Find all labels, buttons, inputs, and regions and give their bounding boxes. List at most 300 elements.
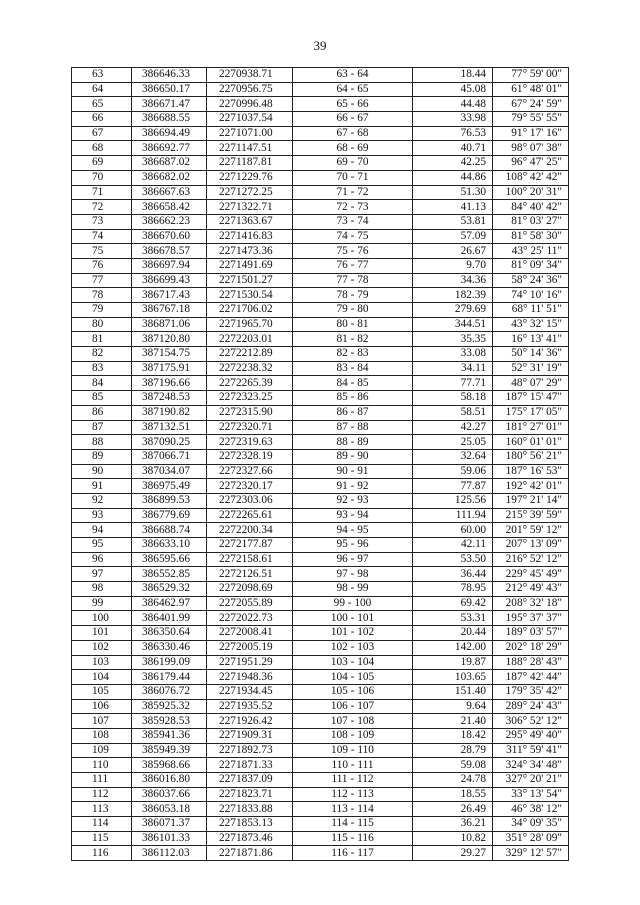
x-coordinate-cell: 387175.91	[132, 361, 207, 376]
length-cell: 60.00	[413, 523, 493, 538]
segment-cell: 109 - 110	[293, 743, 413, 758]
table-row	[72, 538, 569, 553]
length-cell: 18.42	[413, 728, 493, 743]
table-row	[72, 626, 569, 641]
length-cell: 10.82	[413, 831, 493, 846]
x-coordinate-cell: 386717.43	[132, 288, 207, 303]
table-row	[72, 68, 569, 83]
point-number-cell: 84	[72, 376, 132, 391]
x-coordinate-cell: 387090.25	[132, 435, 207, 450]
bearing-cell: 96° 47' 25"	[493, 156, 569, 171]
y-coordinate-cell: 2271071.00	[207, 126, 293, 141]
length-cell: 344.51	[413, 317, 493, 332]
length-cell: 20.44	[413, 626, 493, 641]
length-cell: 58.51	[413, 405, 493, 420]
x-coordinate-cell: 385968.66	[132, 758, 207, 773]
segment-cell: 79 - 80	[293, 303, 413, 318]
table-row	[72, 126, 569, 141]
length-cell: 9.64	[413, 699, 493, 714]
y-coordinate-cell: 2272022.73	[207, 611, 293, 626]
table-row	[72, 200, 569, 215]
table-row	[72, 288, 569, 303]
table-row	[72, 802, 569, 817]
segment-cell: 106 - 107	[293, 699, 413, 714]
segment-cell: 75 - 76	[293, 244, 413, 259]
bearing-cell: 188° 28' 43"	[493, 655, 569, 670]
point-number-cell: 85	[72, 391, 132, 406]
length-cell: 53.31	[413, 611, 493, 626]
y-coordinate-cell: 2271926.42	[207, 714, 293, 729]
table-row	[72, 273, 569, 288]
x-coordinate-cell: 386053.18	[132, 802, 207, 817]
x-coordinate-cell: 386529.32	[132, 582, 207, 597]
length-cell: 76.53	[413, 126, 493, 141]
y-coordinate-cell: 2271491.69	[207, 258, 293, 273]
segment-cell: 68 - 69	[293, 141, 413, 156]
segment-cell: 86 - 87	[293, 405, 413, 420]
y-coordinate-cell: 2271322.71	[207, 200, 293, 215]
x-coordinate-cell: 386462.97	[132, 596, 207, 611]
bearing-cell: 98° 07' 38"	[493, 141, 569, 156]
table-row	[72, 376, 569, 391]
table-row	[72, 361, 569, 376]
x-coordinate-cell: 387034.07	[132, 464, 207, 479]
segment-cell: 99 - 100	[293, 596, 413, 611]
table-row	[72, 405, 569, 420]
x-coordinate-cell: 386871.06	[132, 317, 207, 332]
table-row	[72, 611, 569, 626]
y-coordinate-cell: 2271833.88	[207, 802, 293, 817]
table-row	[72, 773, 569, 788]
table-row	[72, 567, 569, 582]
y-coordinate-cell: 2272126.51	[207, 567, 293, 582]
x-coordinate-cell: 387190.82	[132, 405, 207, 420]
bearing-cell: 212° 49' 43"	[493, 582, 569, 597]
table-row	[72, 640, 569, 655]
x-coordinate-cell: 387154.75	[132, 347, 207, 362]
x-coordinate-cell: 386330.46	[132, 640, 207, 655]
x-coordinate-cell: 386899.53	[132, 493, 207, 508]
page-number: 39	[313, 38, 327, 53]
length-cell: 40.71	[413, 141, 493, 156]
x-coordinate-cell: 387248.53	[132, 391, 207, 406]
point-number-cell: 112	[72, 787, 132, 802]
bearing-cell: 181° 27' 01"	[493, 420, 569, 435]
length-cell: 142.00	[413, 640, 493, 655]
y-coordinate-cell: 2272327.66	[207, 464, 293, 479]
length-cell: 34.36	[413, 273, 493, 288]
y-coordinate-cell: 2271501.27	[207, 273, 293, 288]
y-coordinate-cell: 2271892.73	[207, 743, 293, 758]
bearing-cell: 197° 21' 14"	[493, 493, 569, 508]
segment-cell: 111 - 112	[293, 773, 413, 788]
point-number-cell: 109	[72, 743, 132, 758]
bearing-cell: 289° 24' 43"	[493, 699, 569, 714]
y-coordinate-cell: 2271706.02	[207, 303, 293, 318]
bearing-cell: 324° 34' 48"	[493, 758, 569, 773]
table-row	[72, 787, 569, 802]
point-number-cell: 76	[72, 258, 132, 273]
point-number-cell: 74	[72, 229, 132, 244]
length-cell: 44.86	[413, 170, 493, 185]
y-coordinate-cell: 2272005.19	[207, 640, 293, 655]
y-coordinate-cell: 2272158.61	[207, 552, 293, 567]
point-number-cell: 89	[72, 449, 132, 464]
y-coordinate-cell: 2271823.71	[207, 787, 293, 802]
x-coordinate-cell: 386662.23	[132, 214, 207, 229]
bearing-cell: 68° 11' 51"	[493, 303, 569, 318]
point-number-cell: 102	[72, 640, 132, 655]
length-cell: 111.94	[413, 508, 493, 523]
y-coordinate-cell: 2272238.32	[207, 361, 293, 376]
y-coordinate-cell: 2271951.29	[207, 655, 293, 670]
point-number-cell: 81	[72, 332, 132, 347]
y-coordinate-cell: 2271272.25	[207, 185, 293, 200]
table-row	[72, 214, 569, 229]
table-row	[72, 464, 569, 479]
table-row	[72, 97, 569, 112]
segment-cell: 110 - 111	[293, 758, 413, 773]
segment-cell: 91 - 92	[293, 479, 413, 494]
bearing-cell: 61° 48' 01"	[493, 82, 569, 97]
segment-cell: 97 - 98	[293, 567, 413, 582]
bearing-cell: 108° 42' 42"	[493, 170, 569, 185]
x-coordinate-cell: 386694.49	[132, 126, 207, 141]
segment-cell: 100 - 101	[293, 611, 413, 626]
table-row	[72, 332, 569, 347]
point-number-cell: 67	[72, 126, 132, 141]
y-coordinate-cell: 2272323.25	[207, 391, 293, 406]
coordinates-table	[71, 67, 569, 861]
table-row	[72, 582, 569, 597]
segment-cell: 70 - 71	[293, 170, 413, 185]
y-coordinate-cell: 2272315.90	[207, 405, 293, 420]
segment-cell: 115 - 116	[293, 831, 413, 846]
point-number-cell: 94	[72, 523, 132, 538]
point-number-cell: 99	[72, 596, 132, 611]
length-cell: 33.08	[413, 347, 493, 362]
table-row	[72, 347, 569, 362]
length-cell: 41.13	[413, 200, 493, 215]
x-coordinate-cell: 386037.66	[132, 787, 207, 802]
length-cell: 42.27	[413, 420, 493, 435]
segment-cell: 94 - 95	[293, 523, 413, 538]
x-coordinate-cell: 386650.17	[132, 82, 207, 97]
segment-cell: 108 - 109	[293, 728, 413, 743]
point-number-cell: 64	[72, 82, 132, 97]
table-row	[72, 552, 569, 567]
segment-cell: 113 - 114	[293, 802, 413, 817]
bearing-cell: 351° 28' 09"	[493, 831, 569, 846]
bearing-cell: 34° 09' 35"	[493, 817, 569, 832]
y-coordinate-cell: 2270938.71	[207, 68, 293, 83]
y-coordinate-cell: 2271530.54	[207, 288, 293, 303]
segment-cell: 80 - 81	[293, 317, 413, 332]
bearing-cell: 79° 55' 55"	[493, 112, 569, 127]
table-row	[72, 156, 569, 171]
segment-cell: 101 - 102	[293, 626, 413, 641]
table-row	[72, 170, 569, 185]
bearing-cell: 216° 52' 12"	[493, 552, 569, 567]
point-number-cell: 115	[72, 831, 132, 846]
y-coordinate-cell: 2271416.83	[207, 229, 293, 244]
bearing-cell: 189° 03' 57"	[493, 626, 569, 641]
segment-cell: 104 - 105	[293, 670, 413, 685]
bearing-cell: 208° 32' 18"	[493, 596, 569, 611]
length-cell: 18.55	[413, 787, 493, 802]
point-number-cell: 97	[72, 567, 132, 582]
bearing-cell: 77° 59' 00"	[493, 68, 569, 83]
bearing-cell: 311° 59' 41"	[493, 743, 569, 758]
x-coordinate-cell: 386682.02	[132, 170, 207, 185]
length-cell: 103.65	[413, 670, 493, 685]
table-row	[72, 743, 569, 758]
table-row	[72, 714, 569, 729]
x-coordinate-cell: 386975.49	[132, 479, 207, 494]
x-coordinate-cell: 386101.33	[132, 831, 207, 846]
x-coordinate-cell: 386779.69	[132, 508, 207, 523]
x-coordinate-cell: 386697.94	[132, 258, 207, 273]
length-cell: 279.69	[413, 303, 493, 318]
segment-cell: 90 - 91	[293, 464, 413, 479]
table-row	[72, 699, 569, 714]
table-row	[72, 596, 569, 611]
point-number-cell: 68	[72, 141, 132, 156]
bearing-cell: 33° 13' 54"	[493, 787, 569, 802]
length-cell: 59.06	[413, 464, 493, 479]
length-cell: 35.35	[413, 332, 493, 347]
bearing-cell: 187° 15' 47"	[493, 391, 569, 406]
bearing-cell: 179° 35' 42"	[493, 684, 569, 699]
point-number-cell: 95	[72, 538, 132, 553]
bearing-cell: 81° 58' 30"	[493, 229, 569, 244]
segment-cell: 102 - 103	[293, 640, 413, 655]
length-cell: 9.70	[413, 258, 493, 273]
point-number-cell: 77	[72, 273, 132, 288]
length-cell: 42.25	[413, 156, 493, 171]
x-coordinate-cell: 386646.33	[132, 68, 207, 83]
bearing-cell: 50° 14' 36"	[493, 347, 569, 362]
x-coordinate-cell: 385925.32	[132, 699, 207, 714]
segment-cell: 89 - 90	[293, 449, 413, 464]
point-number-cell: 90	[72, 464, 132, 479]
x-coordinate-cell: 385941.36	[132, 728, 207, 743]
bearing-cell: 329° 12' 57"	[493, 846, 569, 861]
point-number-cell: 114	[72, 817, 132, 832]
table-row	[72, 728, 569, 743]
point-number-cell: 70	[72, 170, 132, 185]
y-coordinate-cell: 2271871.33	[207, 758, 293, 773]
y-coordinate-cell: 2271965.70	[207, 317, 293, 332]
y-coordinate-cell: 2270956.75	[207, 82, 293, 97]
bearing-cell: 215° 39' 59"	[493, 508, 569, 523]
point-number-cell: 113	[72, 802, 132, 817]
x-coordinate-cell: 387196.66	[132, 376, 207, 391]
table-row	[72, 244, 569, 259]
x-coordinate-cell: 386401.99	[132, 611, 207, 626]
segment-cell: 88 - 89	[293, 435, 413, 450]
y-coordinate-cell: 2272008.41	[207, 626, 293, 641]
bearing-cell: 229° 45' 49"	[493, 567, 569, 582]
x-coordinate-cell: 386692.77	[132, 141, 207, 156]
point-number-cell: 79	[72, 303, 132, 318]
segment-cell: 112 - 113	[293, 787, 413, 802]
length-cell: 32.64	[413, 449, 493, 464]
table-row	[72, 508, 569, 523]
x-coordinate-cell: 386016.80	[132, 773, 207, 788]
point-number-cell: 66	[72, 112, 132, 127]
length-cell: 53.81	[413, 214, 493, 229]
segment-cell: 73 - 74	[293, 214, 413, 229]
bearing-cell: 295° 49' 40"	[493, 728, 569, 743]
segment-cell: 96 - 97	[293, 552, 413, 567]
segment-cell: 114 - 115	[293, 817, 413, 832]
length-cell: 44.48	[413, 97, 493, 112]
point-number-cell: 96	[72, 552, 132, 567]
y-coordinate-cell: 2270996.48	[207, 97, 293, 112]
x-coordinate-cell: 386699.43	[132, 273, 207, 288]
point-number-cell: 75	[72, 244, 132, 259]
point-number-cell: 100	[72, 611, 132, 626]
y-coordinate-cell: 2271363.67	[207, 214, 293, 229]
y-coordinate-cell: 2271935.52	[207, 699, 293, 714]
length-cell: 78.95	[413, 582, 493, 597]
table-row	[72, 185, 569, 200]
bearing-cell: 67° 24' 59"	[493, 97, 569, 112]
length-cell: 21.40	[413, 714, 493, 729]
table-row	[72, 449, 569, 464]
y-coordinate-cell: 2272177.87	[207, 538, 293, 553]
bearing-cell: 81° 09' 34"	[493, 258, 569, 273]
table-row	[72, 420, 569, 435]
length-cell: 77.87	[413, 479, 493, 494]
point-number-cell: 92	[72, 493, 132, 508]
x-coordinate-cell: 385928.53	[132, 714, 207, 729]
y-coordinate-cell: 2272200.34	[207, 523, 293, 538]
segment-cell: 83 - 84	[293, 361, 413, 376]
bearing-cell: 16° 13' 41"	[493, 332, 569, 347]
segment-cell: 76 - 77	[293, 258, 413, 273]
x-coordinate-cell: 386678.57	[132, 244, 207, 259]
x-coordinate-cell: 386658.42	[132, 200, 207, 215]
segment-cell: 64 - 65	[293, 82, 413, 97]
table-row	[72, 229, 569, 244]
segment-cell: 85 - 86	[293, 391, 413, 406]
bearing-cell: 84° 40' 42"	[493, 200, 569, 215]
length-cell: 19.87	[413, 655, 493, 670]
segment-cell: 72 - 73	[293, 200, 413, 215]
segment-cell: 77 - 78	[293, 273, 413, 288]
segment-cell: 81 - 82	[293, 332, 413, 347]
bearing-cell: 91° 17' 16"	[493, 126, 569, 141]
point-number-cell: 116	[72, 846, 132, 861]
y-coordinate-cell: 2272303.06	[207, 493, 293, 508]
y-coordinate-cell: 2271948.36	[207, 670, 293, 685]
length-cell: 51.30	[413, 185, 493, 200]
point-number-cell: 83	[72, 361, 132, 376]
point-number-cell: 101	[72, 626, 132, 641]
x-coordinate-cell: 387120.80	[132, 332, 207, 347]
length-cell: 125.56	[413, 493, 493, 508]
table-row	[72, 391, 569, 406]
y-coordinate-cell: 2271934.45	[207, 684, 293, 699]
segment-cell: 103 - 104	[293, 655, 413, 670]
point-number-cell: 71	[72, 185, 132, 200]
segment-cell: 66 - 67	[293, 112, 413, 127]
table-row	[72, 846, 569, 861]
y-coordinate-cell: 2272328.19	[207, 449, 293, 464]
point-number-cell: 107	[72, 714, 132, 729]
coordinates-table-wrapper	[71, 67, 568, 861]
bearing-cell: 43° 25' 11"	[493, 244, 569, 259]
length-cell: 28.79	[413, 743, 493, 758]
y-coordinate-cell: 2272098.69	[207, 582, 293, 597]
y-coordinate-cell: 2271837.09	[207, 773, 293, 788]
length-cell: 59.08	[413, 758, 493, 773]
bearing-cell: 180° 56' 21"	[493, 449, 569, 464]
segment-cell: 105 - 106	[293, 684, 413, 699]
point-number-cell: 86	[72, 405, 132, 420]
point-number-cell: 72	[72, 200, 132, 215]
table-row	[72, 317, 569, 332]
segment-cell: 93 - 94	[293, 508, 413, 523]
table-row	[72, 435, 569, 450]
bearing-cell: 202° 18' 29"	[493, 640, 569, 655]
point-number-cell: 87	[72, 420, 132, 435]
x-coordinate-cell: 386076.72	[132, 684, 207, 699]
table-row	[72, 523, 569, 538]
table-row	[72, 655, 569, 670]
table-row	[72, 141, 569, 156]
length-cell: 42.11	[413, 538, 493, 553]
x-coordinate-cell: 386688.74	[132, 523, 207, 538]
bearing-cell: 187° 16' 53"	[493, 464, 569, 479]
bearing-cell: 100° 20' 31"	[493, 185, 569, 200]
segment-cell: 95 - 96	[293, 538, 413, 553]
point-number-cell: 103	[72, 655, 132, 670]
segment-cell: 65 - 66	[293, 97, 413, 112]
segment-cell: 71 - 72	[293, 185, 413, 200]
y-coordinate-cell: 2271871.86	[207, 846, 293, 861]
x-coordinate-cell: 386350.64	[132, 626, 207, 641]
y-coordinate-cell: 2272265.61	[207, 508, 293, 523]
point-number-cell: 93	[72, 508, 132, 523]
bearing-cell: 43° 32' 15"	[493, 317, 569, 332]
bearing-cell: 160° 01' 01"	[493, 435, 569, 450]
y-coordinate-cell: 2272212.89	[207, 347, 293, 362]
point-number-cell: 98	[72, 582, 132, 597]
x-coordinate-cell: 386633.10	[132, 538, 207, 553]
bearing-cell: 46° 38' 12"	[493, 802, 569, 817]
point-number-cell: 69	[72, 156, 132, 171]
table-row	[72, 817, 569, 832]
y-coordinate-cell: 2272319.63	[207, 435, 293, 450]
y-coordinate-cell: 2271909.31	[207, 728, 293, 743]
y-coordinate-cell: 2271187.81	[207, 156, 293, 171]
y-coordinate-cell: 2272320.17	[207, 479, 293, 494]
point-number-cell: 91	[72, 479, 132, 494]
y-coordinate-cell: 2271037.54	[207, 112, 293, 127]
y-coordinate-cell: 2272203.01	[207, 332, 293, 347]
table-row	[72, 670, 569, 685]
length-cell: 18.44	[413, 68, 493, 83]
x-coordinate-cell: 386688.55	[132, 112, 207, 127]
y-coordinate-cell: 2272055.89	[207, 596, 293, 611]
bearing-cell: 58° 24' 36"	[493, 273, 569, 288]
point-number-cell: 73	[72, 214, 132, 229]
table-row	[72, 831, 569, 846]
x-coordinate-cell: 385949.39	[132, 743, 207, 758]
